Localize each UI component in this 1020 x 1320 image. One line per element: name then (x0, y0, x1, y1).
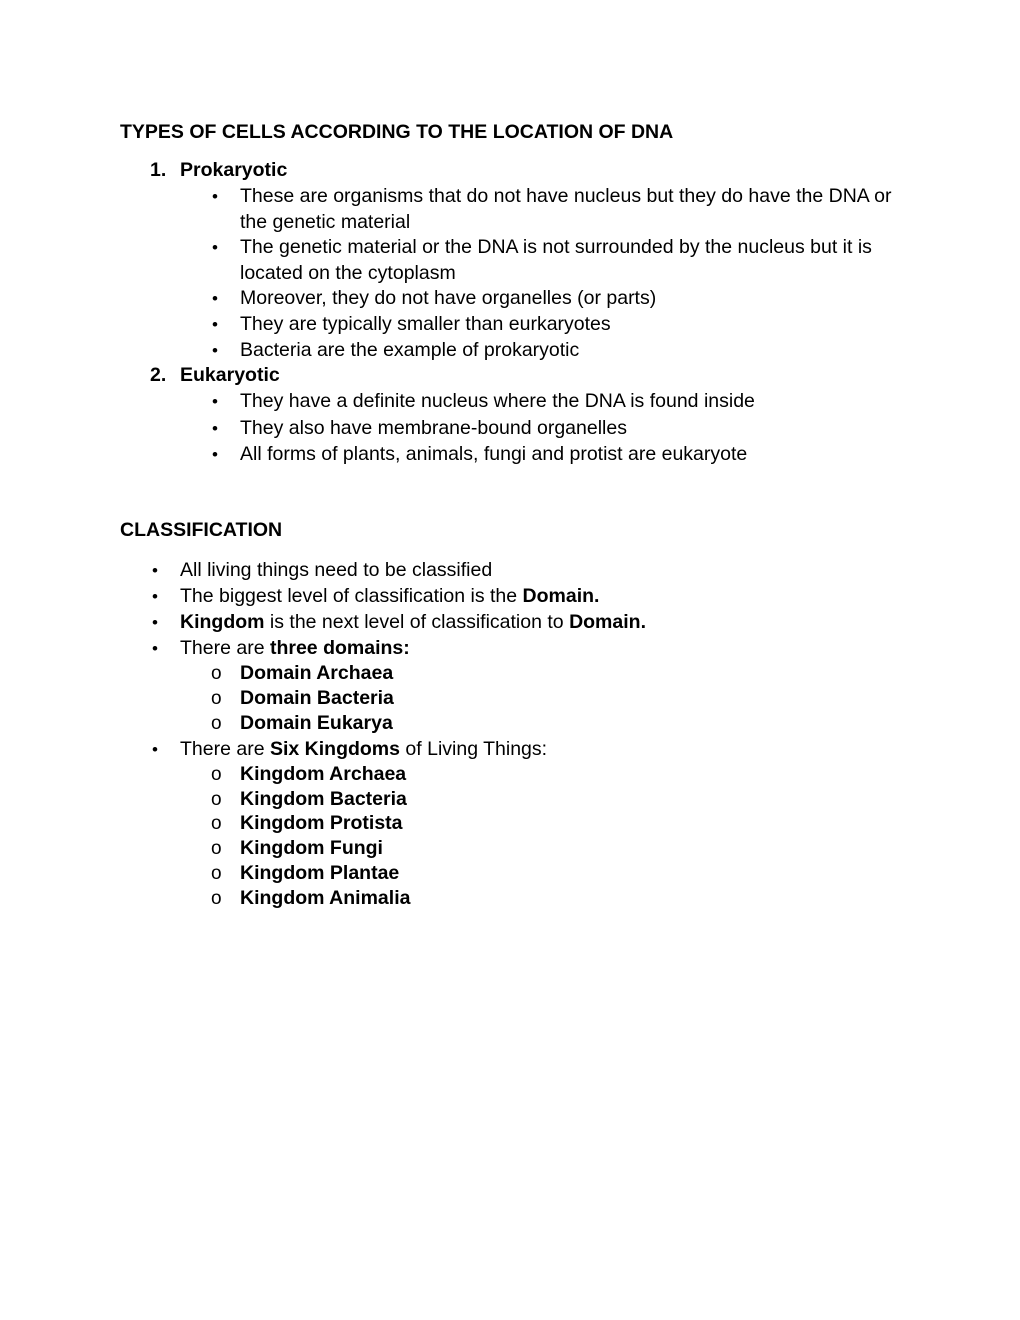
bold-text: Domain. (522, 585, 600, 607)
bullet-symbol: • (212, 289, 218, 308)
text-run: of Living Things: (400, 738, 548, 760)
sub-list-item-text: Kingdom Protista (240, 812, 403, 834)
sub-list-item-text: Kingdom Fungi (240, 837, 383, 859)
text-run: The biggest level of classification is the (180, 585, 523, 607)
circle-symbol: o (211, 838, 222, 859)
sub-list-item-text: Domain Bacteria (240, 687, 394, 709)
circle-symbol: o (211, 863, 222, 884)
sub-list-item-text: Kingdom Animalia (240, 887, 411, 909)
circle-symbol: o (211, 688, 222, 709)
list-item-text: These are organisms that do not have nucleus but they do have the DNA or the genetic material (240, 185, 892, 233)
bold-text: Six Kingdoms (269, 738, 400, 760)
list-item-text: All forms of plants, animals, fungi and protist are eukaryote (240, 443, 748, 465)
item-number: 2. (150, 364, 167, 386)
bullet-symbol: • (212, 445, 218, 464)
bullet-symbol: • (212, 238, 218, 257)
circle-symbol: o (211, 663, 222, 684)
bold-text: three domains: (269, 637, 410, 659)
item-label: Eukaryotic (180, 364, 280, 386)
list-item-text (180, 737, 547, 763)
list-item-text (180, 610, 646, 636)
bold-text: Domain. (569, 611, 646, 633)
sub-list-item-text: Domain Eukarya (240, 712, 393, 734)
list-item-text: They also have membrane-bound organelles (240, 417, 627, 439)
list-item-text: Bacteria are the example of prokaryotic (240, 339, 580, 361)
text-run: is the next level of classification to (264, 611, 570, 633)
sub-list-item-text: Kingdom Bacteria (240, 788, 407, 810)
circle-symbol: o (211, 813, 222, 834)
bold-text: Kingdom (180, 611, 265, 633)
item-number: 1. (150, 159, 167, 181)
bullet-symbol: • (212, 187, 218, 206)
sub-list-item-text: Kingdom Plantae (240, 862, 400, 884)
list-item-text: All living things need to be classified (180, 559, 493, 581)
bullet-symbol: • (212, 419, 218, 438)
bullet-symbol: • (152, 561, 158, 580)
section-heading-classification: CLASSIFICATION (120, 519, 283, 541)
circle-symbol: o (211, 713, 222, 734)
bullet-symbol: • (152, 740, 158, 759)
list-item-text (180, 636, 410, 662)
list-item-text: Moreover, they do not have organelles (or parts) (240, 287, 657, 309)
section-heading-cell-types: TYPES OF CELLS ACCORDING TO THE LOCATION OF DNA (120, 121, 674, 143)
circle-symbol: o (211, 888, 222, 909)
text-run: There are (180, 637, 270, 659)
list-item-text: They have a definite nucleus where the DNA is found inside (240, 390, 755, 412)
bullet-symbol: • (212, 392, 218, 411)
item-label: Prokaryotic (180, 159, 288, 181)
list-item-text: They are typically smaller than eurkaryotes (240, 313, 611, 335)
text-run: There are (180, 738, 270, 760)
bullet-symbol: • (152, 639, 158, 658)
bullet-symbol: • (212, 341, 218, 360)
circle-symbol: o (211, 789, 222, 810)
sub-list-item-text: Kingdom Archaea (240, 763, 407, 785)
list-item-text: The genetic material or the DNA is not surrounded by the nucleus but it is located on the cytoplasm (240, 236, 872, 284)
bullet-symbol: • (152, 613, 158, 632)
list-item-text (180, 584, 599, 610)
circle-symbol: o (211, 764, 222, 785)
sub-list-item-text: Domain Archaea (240, 662, 394, 684)
bullet-symbol: • (152, 587, 158, 606)
bullet-symbol: • (212, 315, 218, 334)
